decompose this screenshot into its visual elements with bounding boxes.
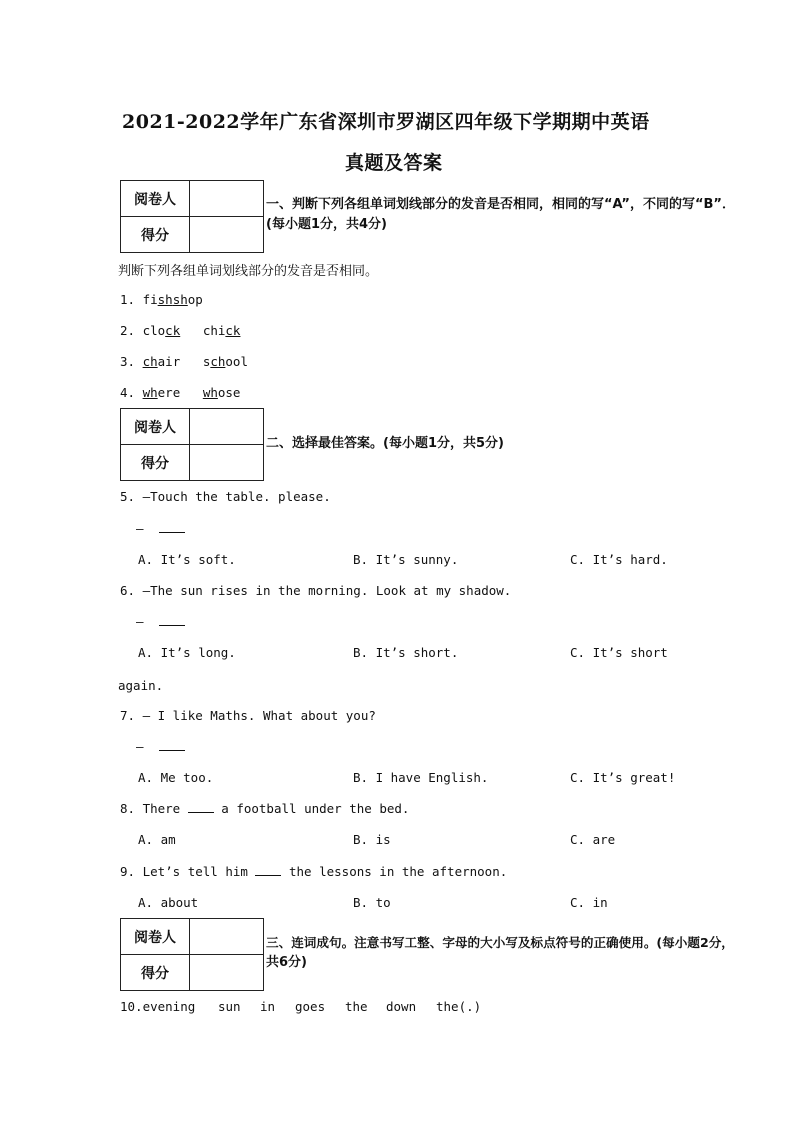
grader-box-2 <box>120 408 264 481</box>
option-5a: A. It’s soft. <box>138 552 236 567</box>
grader-box-3 <box>120 918 264 991</box>
option-7a: A. Me too. <box>138 770 214 785</box>
doc-title-line2: 真题及答案 <box>345 152 443 174</box>
doc-title-line1: 2021-2022学年广东省深圳市罗湖区四年级下学期期中英语 <box>122 111 650 133</box>
option-7b: B. I have English. <box>353 770 489 785</box>
section1-heading: 一、判断下列各组单词划线部分的发音是否相同，相同的写“A”，不同的写“B”． <box>266 197 735 212</box>
option-8c: C. are <box>570 832 616 847</box>
reviewer-cell <box>190 409 264 445</box>
option-5c: C. It’s hard. <box>570 552 668 567</box>
reviewer-label: 阅卷人 <box>121 409 190 445</box>
question-1: 1. fishshop <box>120 292 203 307</box>
answer-blank-7: — <box>136 739 185 754</box>
option-8a: A. am <box>138 832 176 847</box>
question-3: 3. chair school <box>120 354 248 369</box>
score-cell <box>190 217 264 253</box>
reviewer-label: 阅卷人 <box>121 181 190 217</box>
answer-blank-5: — <box>136 521 185 536</box>
grader-box-1 <box>120 180 264 253</box>
answer-blank-6: — <box>136 614 185 629</box>
option-6b: B. It’s short. <box>353 645 459 660</box>
question-4: 4. where whose <box>120 385 241 400</box>
reviewer-label: 阅卷人 <box>121 919 190 955</box>
question-9: 9. Let’s tell him the lessons in the afternoon. <box>120 864 508 879</box>
option-9a: A. about <box>138 895 199 910</box>
option-6c-continued: again. <box>118 678 164 693</box>
question-5: 5. —Touch the table. please. <box>120 489 331 504</box>
word: the <box>345 999 368 1014</box>
option-5b: B. It’s sunny. <box>353 552 459 567</box>
option-8b: B. is <box>353 832 391 847</box>
word: down <box>386 999 417 1014</box>
question-7: 7. — I like Maths. What about you? <box>120 708 376 723</box>
section1-heading-2: (每小题1分，共4分) <box>266 217 387 232</box>
question-10: 10.evening <box>120 999 196 1014</box>
option-7c: C. It’s great! <box>570 770 676 785</box>
question-8: 8. There a football under the bed. <box>120 801 410 816</box>
question-6: 6. —The sun rises in the morning. Look at my shadow. <box>120 583 512 598</box>
section2-heading: 二、选择最佳答案。(每小题1分，共5分) <box>266 436 504 451</box>
option-9b: B. to <box>353 895 391 910</box>
section1-instruction: 判断下列各组单词划线部分的发音是否相同。 <box>118 264 379 279</box>
word: goes <box>295 999 326 1014</box>
question-2: 2. clock chick <box>120 323 241 338</box>
score-label: 得分 <box>121 445 190 481</box>
reviewer-cell <box>190 181 264 217</box>
option-6a: A. It’s long. <box>138 645 236 660</box>
word: the(.) <box>436 999 482 1014</box>
word: sun <box>218 999 241 1014</box>
section3-heading-2: 共6分) <box>266 955 307 970</box>
score-cell <box>190 445 264 481</box>
word: in <box>260 999 276 1014</box>
score-label: 得分 <box>121 955 190 991</box>
option-6c: C. It’s short <box>570 645 668 660</box>
score-label: 得分 <box>121 217 190 253</box>
reviewer-cell <box>190 919 264 955</box>
score-cell <box>190 955 264 991</box>
section3-heading: 三、连词成句。注意书写工整、字母的大小写及标点符号的正确使用。(每小题2分， <box>266 935 734 950</box>
word: evening <box>142 999 196 1014</box>
option-9c: C. in <box>570 895 608 910</box>
